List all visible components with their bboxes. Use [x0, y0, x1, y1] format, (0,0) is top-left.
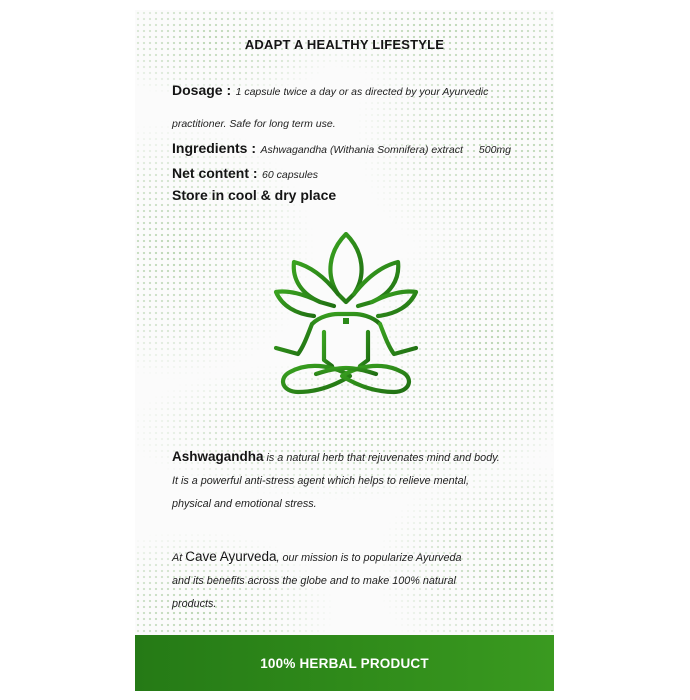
mission-line-1	[172, 545, 522, 570]
mission-text-1: , our mission is to popularize Ayurveda	[276, 552, 462, 564]
description-text-1: is a natural herb that rejuvenates mind and body.	[263, 452, 500, 464]
herbal-product-banner	[135, 635, 554, 691]
net-content-text: 60 capsules	[262, 168, 319, 181]
banner-label: 100% HERBAL PRODUCT	[260, 655, 429, 671]
ingredients-label: Ingredients :	[172, 139, 257, 156]
product-info-card	[135, 10, 554, 691]
dosage-text: 1 capsule twice a day or as directed by your Ayurvedic	[235, 86, 489, 98]
description-line-1	[172, 445, 522, 470]
dosage-text-continued: practitioner. Safe for long term use.	[172, 117, 336, 130]
mission-line-2: and its benefits across the globe and to make 100% natural	[172, 575, 456, 587]
meditating-lotus-figure-icon	[272, 232, 420, 402]
description-line-3: physical and emotional stress.	[172, 498, 317, 510]
headline: ADAPT A HEALTHY LIFESTYLE	[244, 37, 445, 52]
product-details	[172, 80, 542, 206]
ingredients-text: Ashwagandha (Withania Somnifera) extract	[260, 143, 463, 156]
dosage-label: Dosage :	[172, 82, 232, 98]
brand-name: Cave Ayurveda	[185, 549, 277, 564]
ingredients-amount: 500mg	[478, 143, 512, 156]
net-content-row	[172, 163, 542, 185]
mission-prefix: At	[172, 552, 186, 564]
mission-statement	[172, 545, 522, 616]
ashwagandha-heading: Ashwagandha	[172, 449, 264, 464]
storage-text: Store in cool & dry place	[172, 186, 337, 203]
net-content-label: Net content :	[172, 164, 258, 181]
ingredients-row	[172, 138, 542, 160]
storage-row	[172, 185, 542, 206]
mission-line-3: products.	[172, 598, 217, 610]
ashwagandha-description	[172, 445, 522, 516]
description-line-2: It is a powerful anti-stress agent which helps to relieve mental,	[172, 475, 470, 487]
dosage-row	[172, 80, 542, 102]
